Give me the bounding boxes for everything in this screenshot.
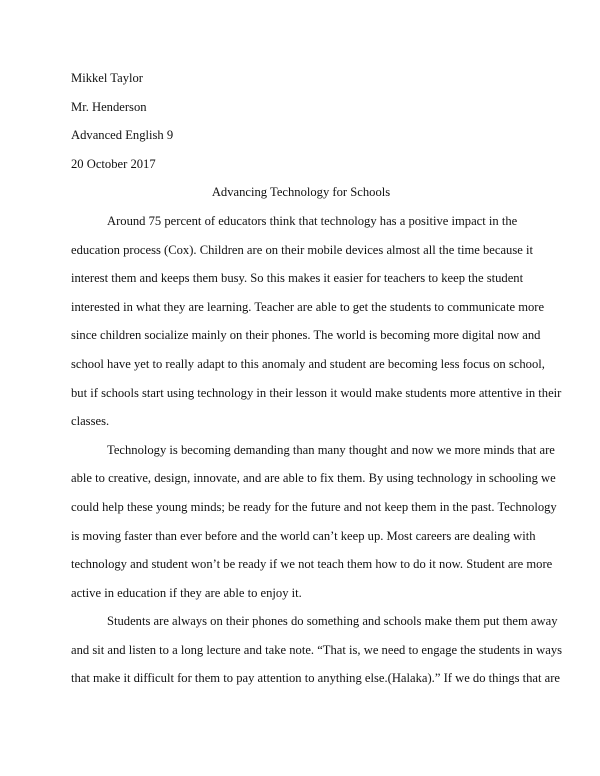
paragraph-line: technology and student won’t be ready if we not teach them how to do it now. Student are more	[71, 557, 553, 572]
paragraph-line: Around 75 percent of educators think that technology has a positive impact in the	[107, 213, 518, 228]
paragraph-line: that make it difficult for them to pay attention to anything else.(Halaka).” If we do things that are	[71, 671, 561, 686]
paragraph-line: active in education if they are able to enjoy it.	[71, 585, 302, 600]
paragraph-line: school have yet to really adapt to this anomaly and student are becoming less focus on school,	[71, 356, 545, 371]
paragraph-line: Students are always on their phones do something and schools make them put them away	[107, 614, 558, 629]
paragraph-line: interested in what they are learning. Teacher are able to get the students to communicate more	[71, 299, 545, 314]
course-name: Advanced English 9	[71, 128, 174, 143]
document-body	[71, 64, 563, 693]
paragraph-line: able to creative, design, innovate, and are able to fix them. By using technology in schooling we	[71, 471, 556, 486]
paragraph-3	[71, 607, 563, 693]
paragraph-1	[71, 207, 562, 436]
student-name: Mikkel Taylor	[71, 71, 143, 85]
paragraph-line: Technology is becoming demanding than many thought and now we more minds that are	[107, 442, 555, 457]
paragraph-line: education process (Cox). Children are on their mobile devices almost all the time because it	[71, 242, 533, 257]
paragraph-line: is moving faster than ever before and the world can’t keep up. Most careers are dealing with	[71, 528, 536, 543]
document-date: 20 October 2017	[71, 156, 156, 171]
essay-title: Advancing Technology for Schools	[211, 185, 391, 200]
paragraph-line: interest them and keeps them busy. So this makes it easier for teachers to keep the student	[71, 271, 524, 286]
paragraph-line: since children socialize mainly on their phones. The world is becoming more digital now and	[71, 328, 541, 343]
paragraph-2	[71, 436, 557, 608]
teacher-name: Mr. Henderson	[71, 99, 147, 114]
paragraph-line: but if schools start using technology in their lesson it would make students more attentive in their	[71, 385, 562, 400]
paragraph-line: classes.	[71, 414, 110, 429]
paragraph-line: and sit and listen to a long lecture and take note. “That is, we need to engage the students in ways	[71, 642, 563, 657]
paragraph-line: could help these young minds; be ready for the future and not keep them in the past. Technology	[71, 499, 557, 514]
